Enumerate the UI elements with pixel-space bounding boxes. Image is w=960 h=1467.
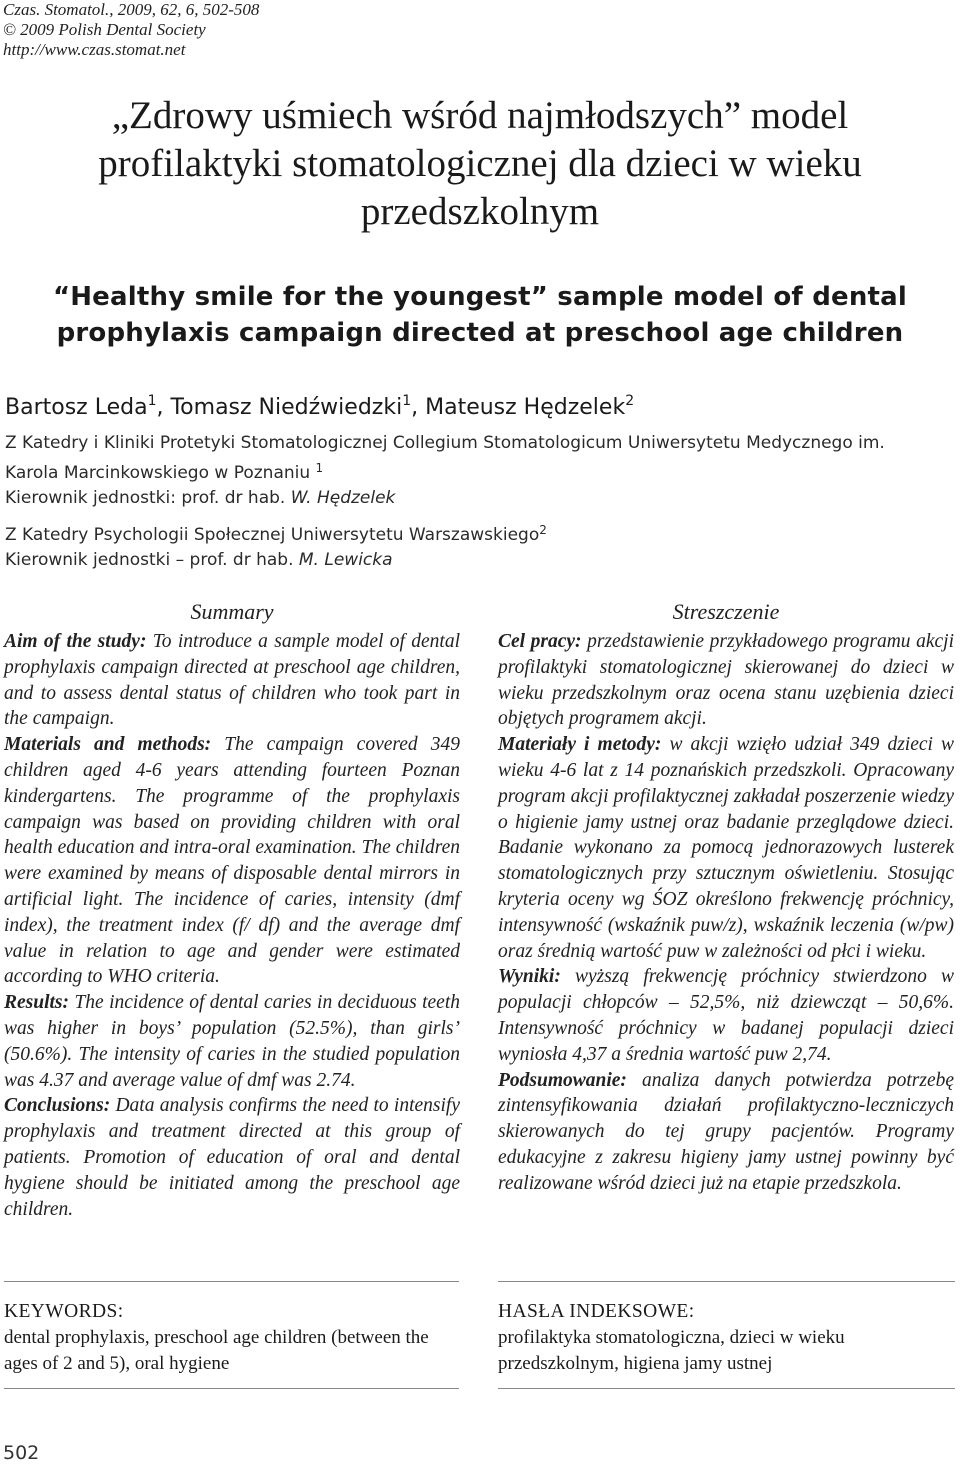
affiliation-mark: 2 xyxy=(539,523,547,537)
author-separator: , xyxy=(156,395,171,420)
aim-label: Cel pracy: xyxy=(498,631,582,652)
affiliation-text: Karola Marcinkowskiego w Poznaniu xyxy=(5,463,311,483)
conclusions-text: analiza danych potwierdza potrzebę zintensyfikowania działań profilaktyczno-leczniczych skierowanych do tej grupy pacjentów. Programy edukacyjne z zakresu higieny jamy ustnej powinny być realizowane wśród dzieci już na etapie przedszkola. xyxy=(498,1069,955,1194)
methods-label: Materials and methods: xyxy=(4,734,212,756)
summary-methods xyxy=(4,732,460,990)
results-label: Results: xyxy=(4,992,70,1014)
streszczenie-conclusions xyxy=(498,1068,954,1197)
summary-results xyxy=(4,990,460,1093)
author-separator: , xyxy=(411,395,426,420)
methods-label: Materiały i metody: xyxy=(498,734,662,756)
divider xyxy=(4,1281,459,1282)
aim-text: przedstawienie przykładowego programu akcji profilaktyki stomatologicznej skierowanej do dzieci w wieku przedszkolnym oraz ocena stanu uzębienia dzieci objętych programem akcji. xyxy=(498,631,954,730)
unit-head-label: Kierownik jednostki – prof. dr hab. xyxy=(5,550,294,570)
results-text: The incidence of dental caries in deciduous teeth was higher in boys’ population (52.5%), than girls’ (50.6%). The intensity of caries in the studied population was 4.37 and average value of dmf was 2.74. xyxy=(4,992,460,1091)
affiliation-2 xyxy=(5,518,955,573)
author-affiliation-mark: 2 xyxy=(625,393,635,409)
author-name: Tomasz Niedźwiedzki xyxy=(170,395,403,420)
methods-text: The campaign covered 349 children aged 4-6 years attending fourteen Poznan kindergartens. The programme of the prophylaxis campaign was based on providing children with oral health education and intra-oral examination. The children were examined by means of disposable dental mirrors in artificial light. The incidence of caries, intensity (dmf index), the treatment index (f/ df) and the average dmf value in relation to age and gender were estimated according to WHO criteria. xyxy=(4,734,461,988)
unit-head xyxy=(5,486,955,511)
conclusions-label: Podsumowanie: xyxy=(498,1069,627,1091)
author-affiliation-mark: 1 xyxy=(147,393,157,409)
streszczenie-aim xyxy=(498,629,954,732)
unit-head-name: W. Hędzelek xyxy=(290,488,396,508)
journal-header xyxy=(3,0,259,60)
methods-text: w akcji wzięło udział 349 dzieci w wieku 4-6 lat z 14 poznańskich przedszkoli. Opracowany program akcji profilaktycznej zakładał poszerzenie wiedzy o higienie jamy ustnej oraz badanie przeglądowe dzieci. Badanie wykonano za pomocą jednorazowych lusterek stomatologicznych przy sztucznym oświetleniu. Stosując kryteria oceny wg ŚOZ określono frekwencję próchnicy, intensywność (wskaźnik puw/z), wskaźnik leczenia (w/pw) oraz średnią wartość puw w zależności od płci i wieku. xyxy=(498,734,954,962)
aim-label: Aim of the study: xyxy=(4,631,147,652)
journal-url: http://www.czas.stomat.net xyxy=(3,40,186,59)
conclusions-label: Conclusions: xyxy=(4,1095,111,1117)
summary-heading: Summary xyxy=(190,599,274,624)
keywords-block xyxy=(4,1299,466,1377)
unit-head xyxy=(5,548,955,573)
copyright: © 2009 Polish Dental Society xyxy=(3,20,206,39)
streszczenie-heading: Streszczenie xyxy=(672,599,780,624)
affiliation-line xyxy=(5,518,955,548)
results-text: wyższą frekwencję próchnicy stwierdzono w populacji chłopców – 52,5%, niż dziewcząt – 50,6%. Intensywność próchnicy w badanej populacji dzieci wyniosła 4,37 a średnia wartość puw 2,74. xyxy=(498,966,955,1065)
hasla-text: profilaktyka stomatologiczna, dzieci w wieku przedszkolnym, higiena jamy ustnej xyxy=(498,1327,845,1374)
summary-conclusions xyxy=(4,1093,460,1222)
results-label: Wyniki: xyxy=(498,966,561,988)
streszczenie-results xyxy=(498,964,954,1067)
divider xyxy=(498,1388,955,1389)
author-name: Mateusz Hędzelek xyxy=(425,395,626,420)
affiliation-1 xyxy=(5,431,955,511)
page-number: 502 xyxy=(3,1442,40,1464)
keywords-heading: KEYWORDS: xyxy=(4,1301,124,1322)
affiliation-text: Z Katedry Psychologii Społecznej Uniwersytetu Warszawskiego xyxy=(5,525,540,545)
author-affiliation-mark: 1 xyxy=(402,393,412,409)
unit-head-label: Kierownik jednostki: prof. dr hab. xyxy=(5,488,286,508)
unit-head-name: M. Lewicka xyxy=(298,550,393,570)
divider xyxy=(4,1388,459,1389)
summary-aim xyxy=(4,629,460,732)
aim-text: To introduce a sample model of dental prophylaxis campaign directed at preschool age children, and to assess dental status of children who took part in the campaign. xyxy=(4,631,460,730)
streszczenie-methods xyxy=(498,732,954,964)
summary-column xyxy=(4,597,460,1222)
affiliation-line: Z Katedry i Kliniki Protetyki Stomatologicznej Collegium Stomatologicum Uniwersytetu Medycznego im. xyxy=(5,433,885,453)
conclusions-text: Data analysis confirms the need to intensify prophylaxis and treatment directed at this group of patients. Promotion of education of oral and dental hygiene should be initiated among the preschool age children. xyxy=(4,1095,460,1220)
author-list xyxy=(5,381,634,428)
author-name: Bartosz Leda xyxy=(5,395,148,420)
affiliation-line xyxy=(5,456,955,486)
citation: Czas. Stomatol., 2009, 62, 6, 502-508 xyxy=(3,0,260,19)
affiliation-mark: 1 xyxy=(315,461,324,475)
hasla-block xyxy=(498,1299,958,1377)
hasla-heading: HASŁA INDEKSOWE: xyxy=(498,1301,695,1322)
title-polish: „Zdrowy uśmiech wśród najmłodszych” model profilaktyki stomatologicznej dla dzieci w wieku przedszkolnym xyxy=(98,94,862,233)
keywords-text: dental prophylaxis, preschool age children (between the ages of 2 and 5), oral hygiene xyxy=(4,1327,429,1374)
divider xyxy=(498,1281,955,1282)
streszczenie-column xyxy=(498,597,954,1197)
title-english: “Healthy smile for the youngest” sample model of dental prophylaxis campaign directed at preschool age children xyxy=(52,282,908,348)
